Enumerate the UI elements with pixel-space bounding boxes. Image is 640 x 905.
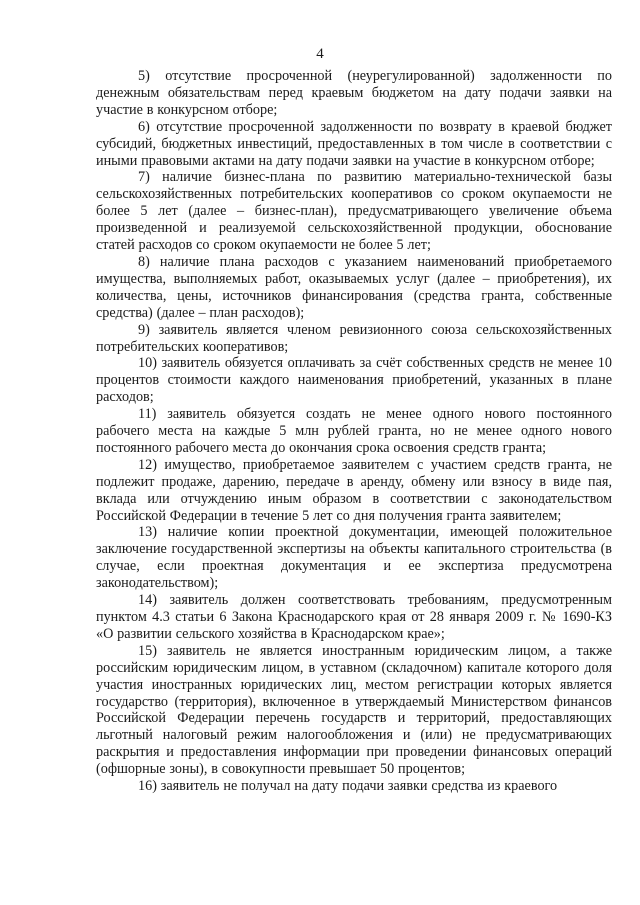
paragraph-item-7: 7) наличие бизнес-плана по развитию материально-технической базы сельскохозяйственных потребительских кооперативов со сроком окупаемости не более 5 лет (далее – бизнес-план), предусматривающего увеличение объема произведенной и реализуемой сельскохозяйственной продукции, обоснование статей расходов со сроком окупаемости не более 5 лет; (96, 169, 612, 254)
document-body (96, 68, 612, 795)
paragraph-item-6: 6) отсутствие просроченной задолженности по возврату в краевой бюджет субсидий, бюджетных инвестиций, предоставленных в том числе в соответствии с иными правовыми актами на дату подачи заявки на участие в конкурсном отборе; (96, 118, 612, 169)
paragraph-item-12: 12) имущество, приобретаемое заявителем с участием средств гранта, не подлежит продаже, дарению, передаче в аренду, обмену или взносу в виде пая, вклада или отчуждению иным образом в соответствии с законодательством Российской Федерации в течение 5 лет со дня получения гранта заявителем; (96, 456, 612, 524)
paragraph-item-8: 8) наличие плана расходов с указанием наименований приобретаемого имущества, выполняемых работ, оказываемых услуг (далее – приобретения), их количества, цены, источников финансирования (средства гранта, собственные средства) (далее – план расходов); (96, 253, 612, 321)
paragraph-item-16: 16) заявитель не получал на дату подачи заявки средства из краевого (138, 778, 558, 795)
paragraph-item-5: 5) отсутствие просроченной (неурегулированной) задолженности по денежным обязательствам перед краевым бюджетом на дату подачи заявки на участие в конкурсном отборе; (96, 68, 612, 118)
paragraph-item-13: 13) наличие копии проектной документации, имеющей положительное заключение государственной экспертизы на объекты капитального строительства (в случае, если проектная документация и ее экспертиза предусмотрена законодательством); (96, 524, 612, 592)
paragraph-item-10: 10) заявитель обязуется оплачивать за счёт собственных средств не менее 10 процентов стоимости каждого наименования приобретений, указанных в плане расходов; (96, 355, 612, 406)
paragraph-item-9: 9) заявитель является членом ревизионного союза сельскохозяйственных потребительских кооперативов; (96, 321, 612, 355)
page-number: 4 (316, 46, 324, 62)
paragraph-item-15: 15) заявитель не является иностранным юридическим лицом, а также российским юридическим лицом, в уставном (складочном) капитале которого доля участия иностранных юридических лиц, местом регистрации которых является государство (территория), включенное в утверждаемый Министерством финансов Российской Федерации перечень государств и территорий, предоставляющих льготный налоговый режим налогообложения и (или) не предусматривающих раскрытия и предоставления информации при проведении финансовых операций (офшорные зоны), в совокупности превышает 50 процентов; (96, 642, 612, 778)
paragraph-item-14: 14) заявитель должен соответствовать требованиям, предусмотренным пунктом 4.3 статьи 6 Закона Краснодарского края от 28 января 2009 г. № 1690-КЗ «О развитии сельского хозяйства в Краснодарском крае»; (96, 592, 612, 642)
paragraph-item-11: 11) заявитель обязуется создать не менее одного нового постоянного рабочего места на каждые 5 млн рублей гранта, но не менее одного нового постоянного рабочего места до окончания срока освоения средств гранта; (96, 406, 612, 456)
